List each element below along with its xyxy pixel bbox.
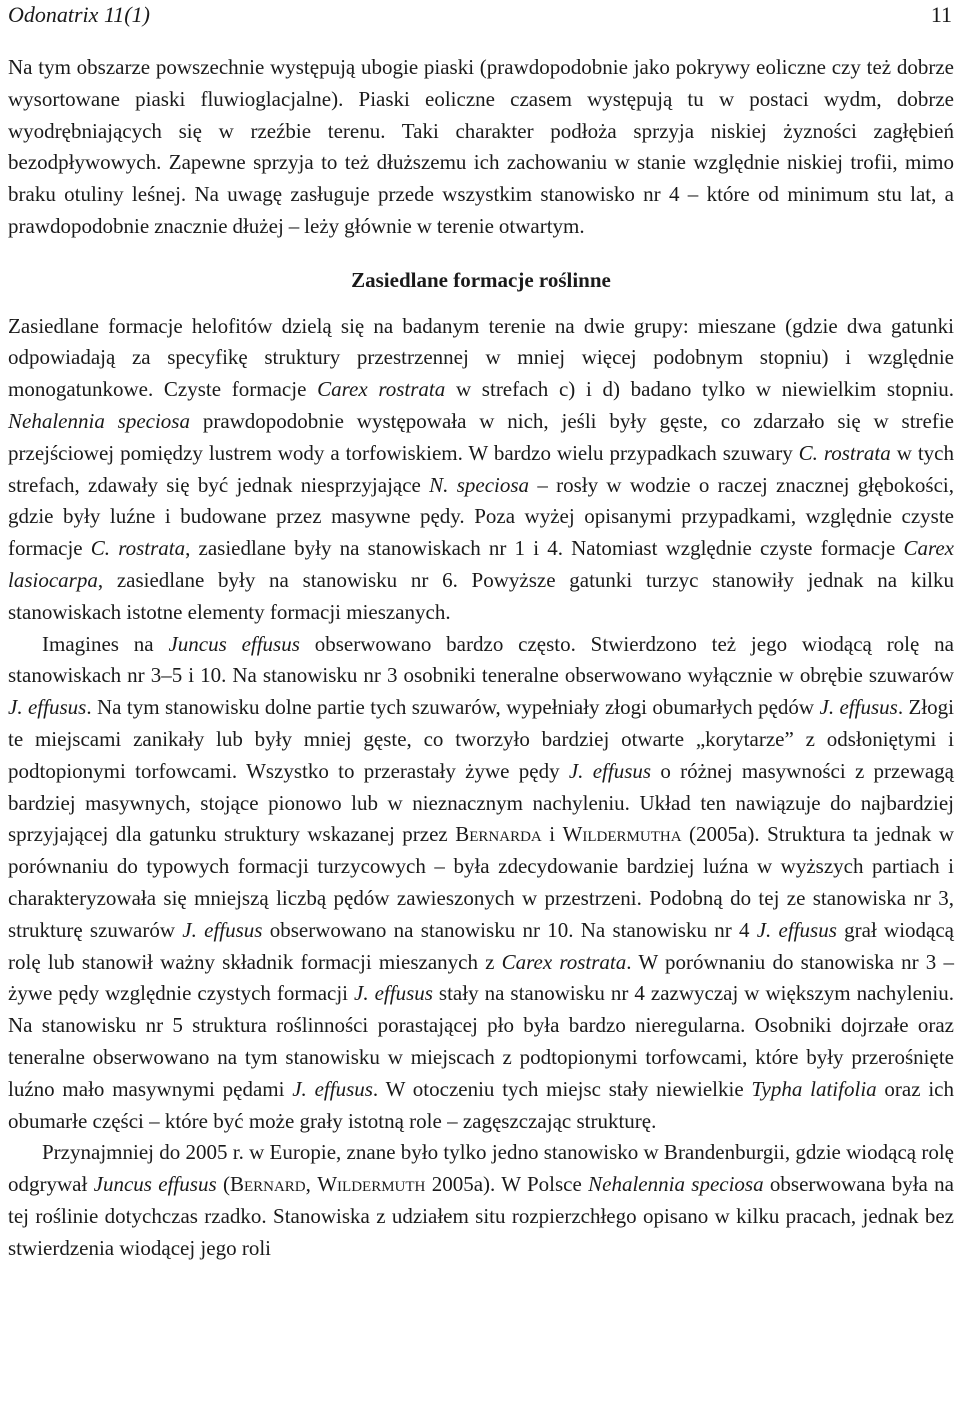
- species-name: J. effusus: [354, 981, 433, 1006]
- species-name: Juncus effusus: [168, 631, 300, 656]
- text-run: (: [216, 1172, 230, 1197]
- species-name: C. rostrata: [90, 536, 186, 561]
- author-name: Bernarda: [455, 822, 542, 847]
- text-run: , zasiedlane były na stanowisku nr 6. Powyższe gatunki turzyc stanowiły jednak na kilku stanowiskach istotne elementy formacji mieszanych.: [8, 567, 954, 624]
- page-number: 11: [930, 2, 952, 27]
- species-name: Carex rostrata: [317, 377, 446, 402]
- text-run: w tych strefach, zdawały się być jednak niesprzyjające: [8, 440, 954, 497]
- paragraph-soils: [8, 52, 954, 243]
- text-run: obserwowana była na tej roślinie dotychczas rzadko. Stanowiska z udziałem situ rozpierzchłego opisano w kilku pracach, jednak bez stwierdzenia wiodącej jego roli: [8, 1172, 954, 1260]
- text-run: Przynajmniej do 2005 r. w Europie, znane było tylko jedno stanowisko w Brandenburgii, gdzie wiodącą rolę odgrywał: [8, 1140, 954, 1197]
- text-run: oraz ich obumarłe części – które być może grały istotną role – zagęszczając strukturę.: [8, 1076, 955, 1133]
- author-name: Wildermuth: [317, 1172, 426, 1197]
- species-name: J. effusus: [819, 695, 898, 720]
- text-run: . Na tym stanowisku dolne partie tych szuwarów, wypełniały złogi obumarłych pędów: [86, 695, 820, 720]
- species-name: J. effusus: [292, 1076, 373, 1101]
- section-heading: Zasiedlane formacje roślinne: [351, 267, 611, 292]
- text-run: (2005a). Struktura ta jednak w porównaniu do typowych formacji turzycowych – była zdecydowanie bardziej luźna w wyższych partiach i charakteryzowała się mniejszą liczbą pędów zawieszonych w przestrzeni. Podobną do tej ze stanowiska nr 3, strukturę szuwarów: [8, 822, 954, 942]
- journal-title: Odonatrix 11(1): [8, 2, 150, 27]
- paragraph-helophyte-formations: [8, 311, 954, 629]
- species-name: N. speciosa: [429, 472, 530, 497]
- species-name: Typha latifolia: [751, 1076, 877, 1101]
- species-name: Juncus effusus: [93, 1172, 217, 1197]
- species-name: J. effusus: [568, 758, 652, 783]
- text-run: Zasiedlane formacje helofitów dzielą się na badanym terenie na dwie grupy: mieszane (gdzie dwa gatunki odpowiadają za specyfikę struktury przestrzennej w mniej więcej podobnym stopniu) i względnie monogatunkowe. Czyste formacje: [8, 313, 954, 402]
- species-name: Nehalennia speciosa: [8, 408, 190, 433]
- text-run: grał wiodącą rolę lub stanowił ważny składnik formacji mieszanych z: [8, 917, 954, 974]
- text-run: i: [541, 822, 563, 847]
- species-name: Carex lasiocarpa: [8, 536, 954, 592]
- running-header: [8, 0, 954, 32]
- text-run: stały na stanowisku nr 4 zazwyczaj w większym nachyleniu. Na stanowisku nr 5 struktura roślinności porastającej pło była bardzo nieregularna. Osobniki dojrzałe oraz teneralne obserwowano na tym stanowisku w miejscach z podtopionymi torfowcami, które były przerośnięte luźno mało masywnymi pędami: [8, 981, 954, 1101]
- text-run: obserwowano na stanowisku nr 10. Na stanowisku nr 4: [262, 917, 757, 942]
- species-name: J. effusus: [8, 695, 87, 720]
- species-name: Carex rostrata: [501, 949, 627, 974]
- text-run: . W porównaniu do stanowiska nr 3 – żywe pędy względnie czystych formacji: [8, 949, 954, 1006]
- text-run: Imagines na: [42, 631, 169, 656]
- species-name: C. rostrata: [798, 440, 891, 465]
- text-run: prawdopodobnie występowała w nich, jeśli były gęste, co zdarzało się w strefie przejściowej pomiędzy lustrem wody a torfowiskiem. W bardzo wielu przypadkach szuwary: [8, 408, 955, 465]
- text-run: w strefach c) i d) badano tylko w niewielkim stopniu.: [445, 377, 955, 402]
- text-run: . Złogi te miejscami zanikały lub były mniej gęste, co tworzyło bardziej otwarte „korytarze” z odsłoniętymi i podtopionymi torfowcami. Wszystko to przerastały żywe pędy: [8, 695, 954, 783]
- author-name: Bernard: [229, 1172, 306, 1197]
- paragraph-europe-records: [8, 1137, 954, 1264]
- text-run: o różnej masywności z przewagą bardziej masywnych, stojące pionowo lub w nieznacznym nachyleniu. Układ ten nawiązuje do najbardziej sprzyjającej dla gatunku struktury wskazanej przez: [8, 758, 954, 847]
- text-run: . W otoczeniu tych miejsc stały niewielkie: [372, 1076, 752, 1101]
- text-run: Na tym obszarze powszechnie występują ubogie piaski (prawdopodobnie jako pokrywy eoliczne czy też dobrze wysortowane piaski fluwioglacjalne). Piaski eoliczne czasem występują tu w postaci wydm, dobrze wyodrębniających się w rzeźbie terenu. Taki charakter podłoża sprzyja niskiej żyzności zagłębień bezodpływowych. Zapewne sprzyja to też dłuższemu ich zachowaniu w stanie względnie niskiej trofii, mimo braku otuliny leśnej. Na uwagę zasługuje przede wszystkim stanowisko nr 4 – które od minimum stu lat, a prawdopodobnie znacznie dłużej – leży głównie w terenie otwartym.: [8, 55, 954, 238]
- text-run: – rosły w wodzie o raczej znacznej głębokości, gdzie były luźne i budowane przez masywne pędy. Poza wyżej opisanymi przypadkami, względnie czyste formacje: [8, 472, 955, 561]
- text-run: 2005a). W Polsce: [425, 1172, 589, 1197]
- species-name: Nehalennia speciosa: [588, 1172, 764, 1197]
- paragraph-juncus-effusus: [8, 629, 954, 1138]
- author-name: Wildermutha: [562, 822, 682, 847]
- document-page: [8, 0, 954, 1264]
- text-run: ,: [305, 1172, 318, 1197]
- species-name: J. effusus: [182, 917, 263, 942]
- text-run: , zasiedlane były na stanowiskach nr 1 i 4. Natomiast względnie czyste formacje: [185, 536, 904, 561]
- text-run: obserwowano bardzo często. Stwierdzono też jego wiodącą rolę na stanowiskach nr 3–5 i 10. Na stanowisku nr 3 osobniki teneralne obserwowano wyłącznie w obrębie szuwarów: [8, 631, 954, 688]
- species-name: J. effusus: [756, 917, 837, 942]
